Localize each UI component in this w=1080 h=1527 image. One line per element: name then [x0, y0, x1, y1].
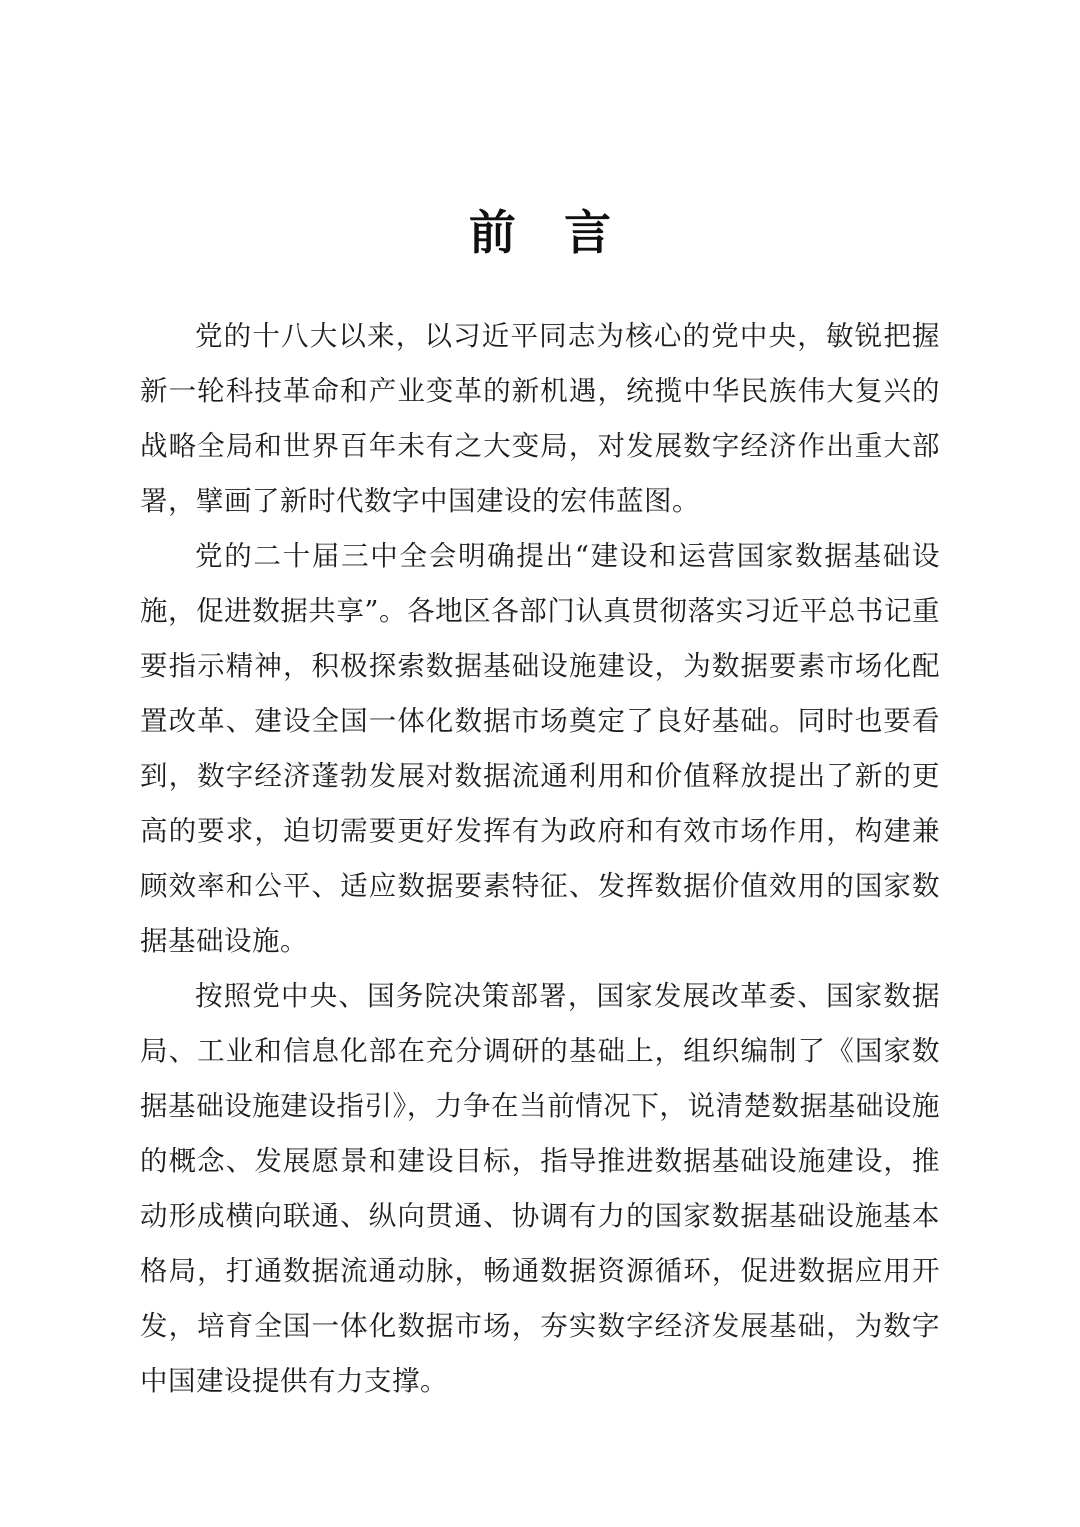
paragraph: 党的十八大以来，以习近平同志为核心的党中央，敏锐把握新一轮科技革命和产业变革的新机遇，统揽中华民族伟大复兴的战略全局和世界百年未有之大变局，对发展数字经济作出重大部署，擘画了新时代数字中国建设的宏伟蓝图。	[140, 320, 940, 517]
page-title: 前 言	[468, 206, 628, 261]
document-body	[140, 263, 940, 1409]
paragraph: 党的二十届三中全会明确提出“建设和运营国家数据基础设施，促进数据共享”。各地区各部门认真贯彻落实习近平总书记重要指示精神，积极探索数据基础设施建设，为数据要素市场化配置改革、建设全国一体化数据市场奠定了良好基础。同时也要看到，数字经济蓬勃发展对数据流通利用和价值释放提出了新的更高的要求，迫切需要更好发挥有为政府和有效市场作用，构建兼顾效率和公平、适应数据要素特征、发挥数据价值效用的国家数据基础设施。	[140, 540, 940, 957]
paragraph: 按照党中央、国务院决策部署，国家发展改革委、国家数据局、工业和信息化部在充分调研的基础上，组织编制了《国家数据基础设施建设指引》，力争在当前情况下，说清楚数据基础设施的概念、发展愿景和建设目标，指导推进数据基础设施建设，推动形成横向联通、纵向贯通、协调有力的国家数据基础设施基本格局，打通数据流通动脉，畅通数据资源循环，促进数据应用开发，培育全国一体化数据市场，夯实数字经济发展基础，为数字中国建设提供有力支撑。	[140, 980, 940, 1397]
